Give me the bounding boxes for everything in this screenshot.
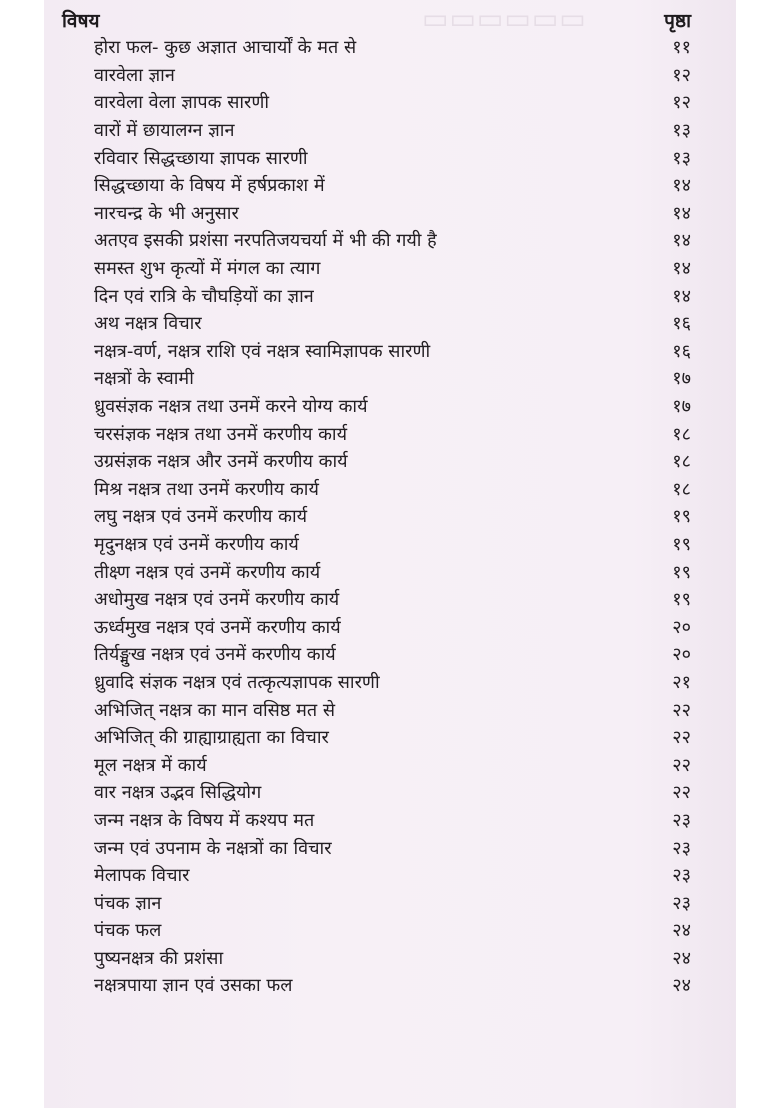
toc-entry-page: १६: [672, 340, 691, 362]
toc-entry: [94, 282, 691, 310]
toc-entry-title: ध्रुवसंज्ञक नक्षत्र तथा उनमें करने योग्य कार्य: [94, 396, 368, 418]
toc-entry-page: २२: [672, 727, 691, 749]
toc-entry-title: ध्रुवादि संज्ञक नक्षत्र एवं तत्कृत्यज्ञापक सारणी: [94, 671, 380, 693]
toc-entry-title: अधोमुख नक्षत्र एवं उनमें करणीय कार्य: [94, 589, 340, 611]
toc-entry-page: २३: [672, 837, 691, 859]
toc-entry-page: १८: [672, 451, 691, 473]
toc-entry-page: १८: [672, 423, 691, 445]
toc-entry-title: दिन एवं रात्रि के चौघड़ियों का ज्ञान: [94, 285, 314, 307]
toc-entry: [94, 641, 691, 669]
toc-entry: [94, 751, 691, 779]
toc-entry-title: लघु नक्षत्र एवं उनमें करणीय कार्य: [94, 506, 308, 528]
toc-entry-title: मिश्र नक्षत्र तथा उनमें करणीय कार्य: [94, 478, 319, 500]
toc-entry: [94, 945, 691, 973]
toc-entry: [94, 89, 691, 117]
toc-entry-title: नक्षत्र-वर्ण, नक्षत्र राशि एवं नक्षत्र स्वामिज्ञापक सारणी: [94, 340, 431, 362]
toc-header: [62, 6, 691, 34]
toc-entry: [94, 62, 691, 90]
toc-entry-page: २४: [672, 947, 691, 969]
toc-entry-page: १३: [672, 120, 691, 142]
toc-entry-page: १४: [672, 285, 691, 307]
toc-entry: [94, 503, 691, 531]
toc-entry: [94, 144, 691, 172]
toc-entry-title: मूल नक्षत्र में कार्य: [94, 754, 207, 776]
toc-entry: [94, 669, 691, 697]
toc-entry: [94, 34, 691, 62]
toc-entry-page: २३: [672, 892, 691, 914]
toc-entry-page: १९: [672, 589, 691, 611]
toc-entry: [94, 889, 691, 917]
toc-entry-page: १२: [672, 92, 691, 114]
toc-entry: [94, 338, 691, 366]
toc-entry-title: अतएव इसकी प्रशंसा नरपतिजयचर्या में भी की गयी है: [94, 230, 437, 252]
toc-entry: [94, 393, 691, 421]
bleed-through-text: ▭▭▭▭▭▭: [422, 2, 587, 35]
toc-entry: [94, 172, 691, 200]
toc-entry-title: तीक्ष्ण नक्षत्र एवं उनमें करणीय कार्य: [94, 561, 321, 583]
toc-entry-title: मृदुनक्षत्र एवं उनमें करणीय कार्य: [94, 533, 299, 555]
toc-entry: [94, 365, 691, 393]
page-column-label: पृष्ठा: [664, 10, 691, 32]
toc-entry-title: वार नक्षत्र उद्भव सिद्धियोग: [94, 782, 262, 804]
toc-entry-title: नारचन्द्र के भी अनुसार: [94, 202, 239, 224]
toc-entry-title: अभिजित् नक्षत्र का मान वसिष्ठ मत से: [94, 699, 336, 721]
toc-entry: [94, 613, 691, 641]
toc-entry-title: समस्त शुभ कृत्यों में मंगल का त्याग: [94, 258, 321, 280]
toc-entry-page: २०: [672, 644, 691, 666]
toc-entry-page: १३: [672, 147, 691, 169]
toc-entry: [94, 834, 691, 862]
toc-entry-title: वारों में छायालग्न ज्ञान: [94, 120, 235, 142]
toc-entry-page: १४: [672, 230, 691, 252]
toc-entry-title: मेलापक विचार: [94, 865, 190, 887]
toc-entry-title: वारवेला वेला ज्ञापक सारणी: [94, 92, 270, 114]
toc-entry-page: २३: [672, 865, 691, 887]
toc-entry: [94, 807, 691, 835]
toc-entry: [94, 558, 691, 586]
toc-entry: [94, 862, 691, 890]
toc-entry: [94, 531, 691, 559]
toc-entry-title: अथ नक्षत्र विचार: [94, 313, 202, 335]
toc-entry-title: चरसंज्ञक नक्षत्र तथा उनमें करणीय कार्य: [94, 423, 348, 445]
toc-entry-title: ऊर्ध्वमुख नक्षत्र एवं उनमें करणीय कार्य: [94, 616, 341, 638]
toc-entry-title: नक्षत्रों के स्वामी: [94, 368, 194, 390]
toc-entry-title: सिद्धच्छाया के विषय में हर्षप्रकाश में: [94, 175, 325, 197]
toc-entry-page: २२: [672, 782, 691, 804]
toc-entry: [94, 696, 691, 724]
subject-column-label: विषय: [62, 10, 100, 32]
toc-entry: [94, 117, 691, 145]
toc-entry-title: पंचक फल: [94, 920, 162, 942]
toc-entry-page: ११: [672, 37, 691, 59]
toc-entry-page: १४: [672, 175, 691, 197]
toc-entry-title: अभिजित् की ग्राह्याग्राह्यता का विचार: [94, 727, 329, 749]
toc-entry-page: १७: [672, 396, 691, 418]
toc-entry-title: उग्रसंज्ञक नक्षत्र और उनमें करणीय कार्य: [94, 451, 348, 473]
toc-entry-title: नक्षत्रपाया ज्ञान एवं उसका फल: [94, 975, 293, 997]
toc-entry: [94, 586, 691, 614]
toc-entry-page: २३: [672, 809, 691, 831]
toc-entry-title: पंचक ज्ञान: [94, 892, 162, 914]
table-of-contents: [94, 34, 691, 1000]
toc-entry-page: २४: [672, 920, 691, 942]
toc-entry-page: २४: [672, 975, 691, 997]
toc-entry: [94, 917, 691, 945]
toc-entry-page: १९: [672, 506, 691, 528]
toc-entry-title: पुष्यनक्षत्र की प्रशंसा: [94, 947, 224, 969]
toc-entry-page: १६: [672, 313, 691, 335]
toc-entry-title: रविवार सिद्धच्छाया ज्ञापक सारणी: [94, 147, 308, 169]
toc-entry: [94, 476, 691, 504]
toc-entry: [94, 420, 691, 448]
toc-entry-page: १४: [672, 258, 691, 280]
book-page: [44, 0, 736, 1108]
toc-entry-title: जन्म नक्षत्र के विषय में कश्यप मत: [94, 809, 315, 831]
toc-entry: [94, 972, 691, 1000]
toc-entry-title: होरा फल- कुछ अज्ञात आचार्यों के मत से: [94, 37, 357, 59]
toc-entry: [94, 779, 691, 807]
toc-entry: [94, 200, 691, 228]
toc-entry-title: जन्म एवं उपनाम के नक्षत्रों का विचार: [94, 837, 332, 859]
toc-entry-page: २१: [672, 671, 691, 693]
toc-entry-title: वारवेला ज्ञान: [94, 64, 175, 86]
toc-entry-page: २०: [672, 616, 691, 638]
toc-entry-page: १४: [672, 202, 691, 224]
toc-entry-page: १९: [672, 533, 691, 555]
toc-entry: [94, 724, 691, 752]
toc-entry-page: १७: [672, 368, 691, 390]
toc-entry-page: २२: [672, 699, 691, 721]
toc-entry-page: २२: [672, 754, 691, 776]
toc-entry-page: १२: [672, 64, 691, 86]
toc-entry: [94, 227, 691, 255]
toc-entry-page: १८: [672, 478, 691, 500]
toc-entry: [94, 255, 691, 283]
toc-entry: [94, 310, 691, 338]
toc-entry-page: १९: [672, 561, 691, 583]
toc-entry: [94, 448, 691, 476]
toc-entry-title: तिर्यङ्मुख नक्षत्र एवं उनमें करणीय कार्य: [94, 644, 336, 666]
